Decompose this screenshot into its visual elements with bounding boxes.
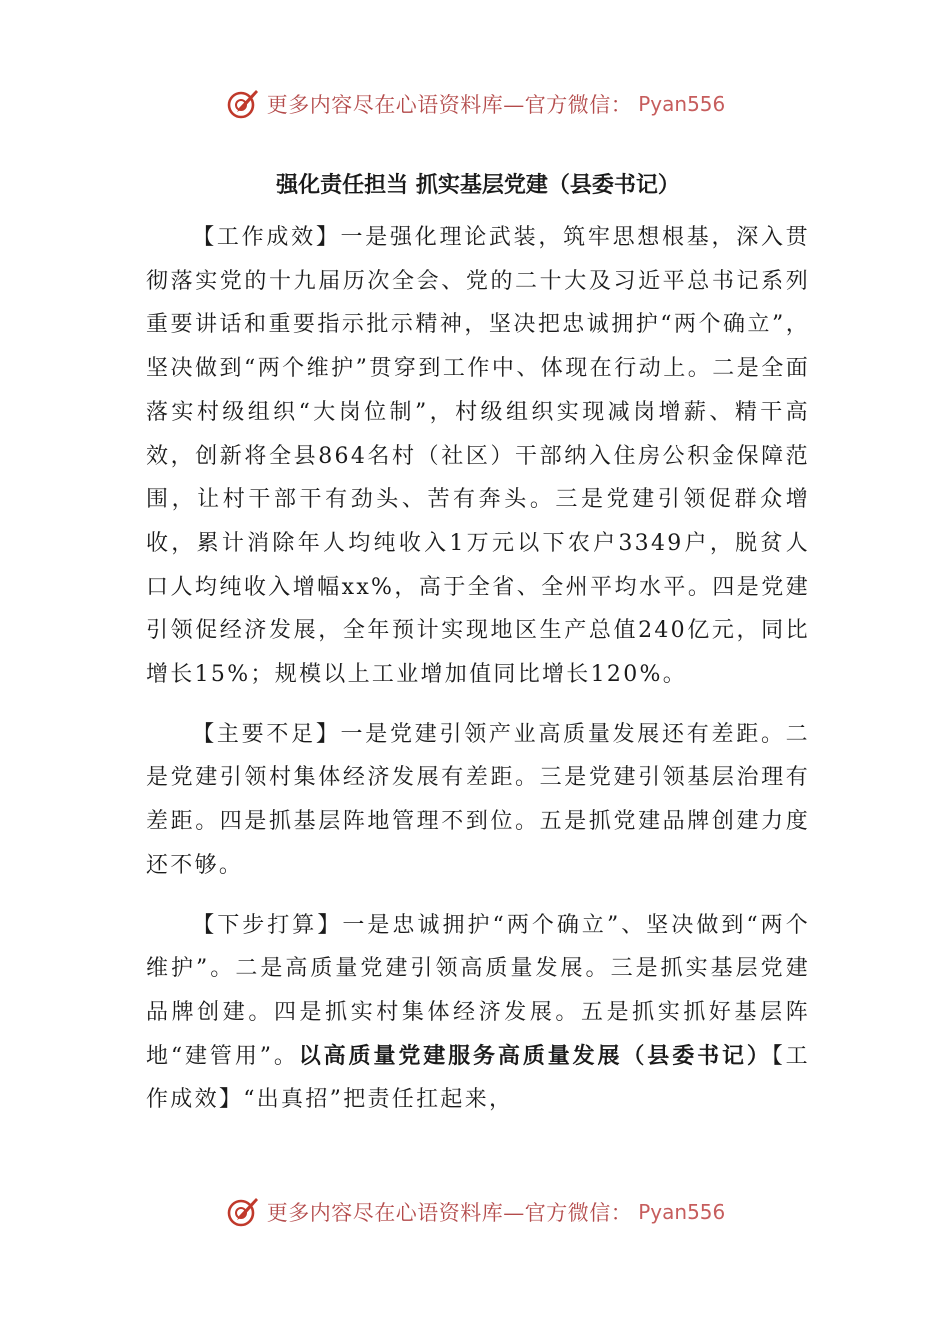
paragraph-shortcomings: 【主要不足】一是党建引领产业高质量发展还有差距。二是党建引领村集体经济发展有差距。三是党建引领基层治理有差距。四是抓基层阵地管理不到位。五是抓党建品牌创建力度还不够。	[146, 721, 810, 878]
paragraph-achievements: 【工作成效】一是强化理论武装，筑牢思想根基，深入贯彻落实党的十九届历次全会、党的二十大及习近平总书记系列重要讲话和重要指示批示精神，坚决把忠诚拥护“两个确立”，坚决做到“两个维护”贯穿到工作中、体现在行动上。二是全面落实村级组织“大岗位制”，村级组织实现减岗增薪、精干高效，创新将全县864名村（社区）干部纳入住房公积金保障范围，让村干部干有劲头、苦有奔头。三是党建引领促群众增收，累计消除年人均纯收入1万元以下农户3349户，脱贫人口人均纯收入增幅xx%，高于全省、全州平均水平。四是党建引领促经济发展，全年预计实现地区生产总值240亿元，同比增长15%；规模以上工业增加值同比增长120%。	[146, 225, 810, 688]
watermark-text: 更多内容尽在心语资料库—官方微信：	[266, 1201, 633, 1225]
footer-watermark-banner	[0, 1190, 950, 1234]
watermark-wechat-id: Pyan556	[638, 92, 726, 116]
document-title: 强化责任担当 抓实基层党建（县委书记）	[276, 172, 680, 198]
header-watermark-banner	[0, 82, 950, 126]
watermark-wechat-id: Pyan556	[638, 1200, 726, 1224]
watermark-text: 更多内容尽在心语资料库—官方微信：	[266, 93, 633, 117]
next-section-lead: 【工作成效】“出真招”把责任扛起来，	[146, 1043, 810, 1113]
quill-logo-icon	[225, 86, 261, 122]
next-section-heading: 以高质量党建服务高质量发展（县委书记）	[298, 1042, 772, 1069]
quill-logo-icon	[225, 1194, 261, 1230]
next-steps-text: 【下步打算】一是忠诚拥护“两个确立”、坚决做到“两个维护”。二是高质量党建引领高质量发展。三是抓实基层党建品牌创建。四是抓实村集体经济发展。五是抓实抓好基层阵地“建管用”。	[146, 912, 810, 1069]
paragraph-next-steps	[146, 904, 810, 1123]
document-body	[146, 160, 810, 1138]
